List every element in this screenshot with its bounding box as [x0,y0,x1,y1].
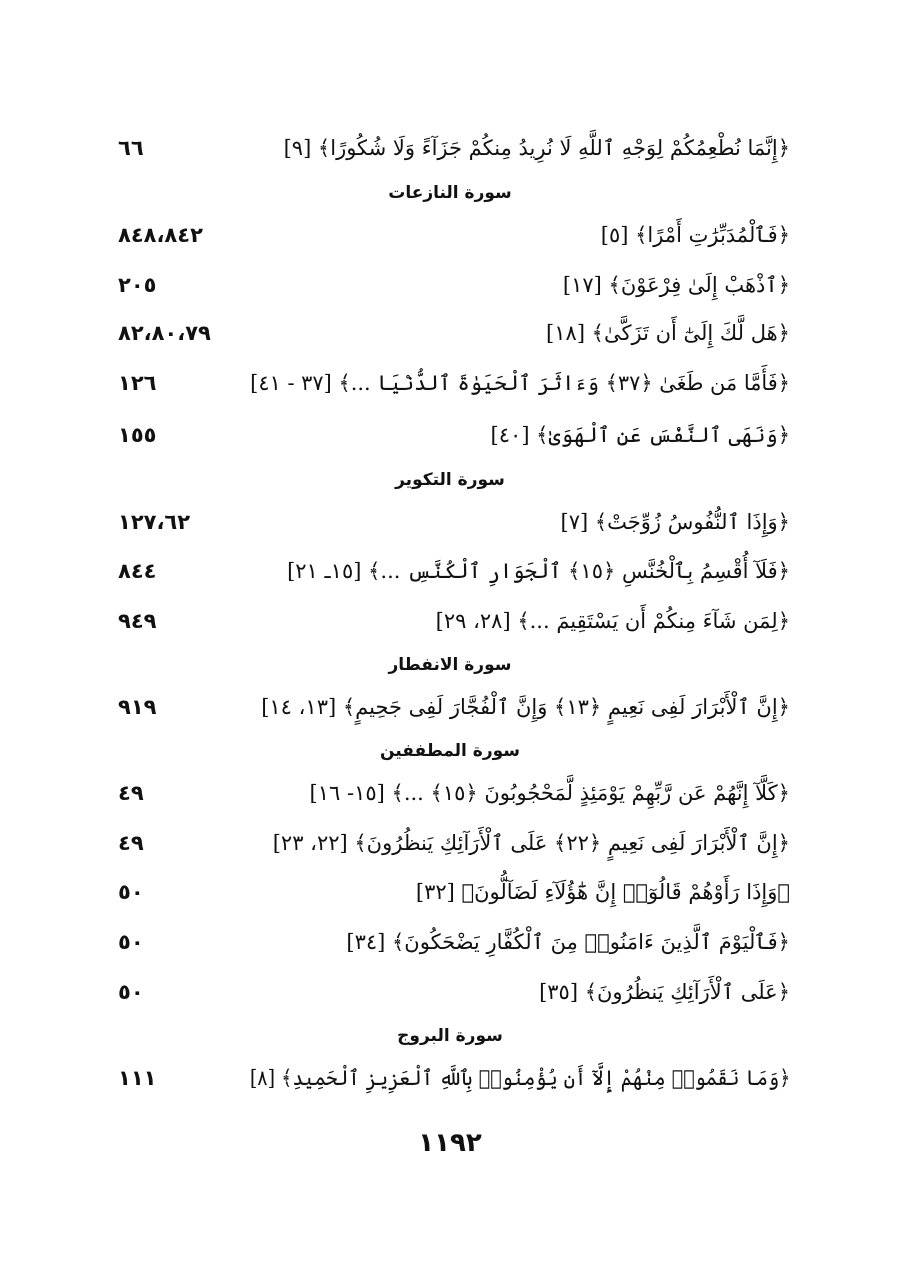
surah-heading: سورة البروج [397,1026,503,1046]
verse-row [100,778,790,818]
verse-row [100,556,790,596]
verse-text: ﴿إِنَّ ٱلْأَبْرَارَ لَفِى نَعِيمٍ ﴿١٣﴾ وَإِنَّ ٱلْفُجَّارَ لَفِى جَحِيمٍ﴾ [١٣، ١٤] [261,695,790,719]
surah-heading: سورة النازعات [388,183,512,203]
verse-row [100,606,790,646]
page-reference: ٦٦ [118,136,144,160]
verse-text: ﴿فَأَمَّا مَن طَغَىٰ ﴿٣٧﴾ وَءَاثَرَ ٱلْحَيَوٰةَ ٱلدُّنْيَا ...﴾ [٣٧ - ٤١] [250,371,790,395]
verse-row [100,877,790,917]
page-number: ١١٩٢ [418,1128,482,1158]
verse-row [100,507,790,547]
verse-text: ﴿ٱذْهَبْ إِلَىٰ فِرْعَوْنَ﴾ [١٧] [562,273,790,297]
verse-text: ﴿فَلَآ أُقْسِمُ بِٱلْخُنَّسِ ﴿١٥﴾ ٱلْجَوَارِ ٱلْكُنَّسِ ...﴾ [١٥ـ ٢١] [287,559,790,583]
verse-row [100,927,790,967]
surah-heading: سورة المطففين [380,741,520,761]
verse-row [100,977,790,1017]
page-reference: ٥٠ [118,980,144,1004]
page-reference: ٩٤٩ [118,609,157,633]
verse-text: ﴿وَإِذَا ٱلنُّفُوسُ زُوِّجَتْ﴾ [٧] [560,510,790,534]
verse-text: ﴿كَلَّآ إِنَّهُمْ عَن رَّبِّهِمْ يَوْمَئِذٍ لَّمَحْجُوبُونَ ﴿١٥﴾ ...﴾ [١٥- ١٦] [309,781,790,805]
page-reference: ٥٠ [118,880,144,904]
verse-row [100,692,790,732]
page-reference: ٥٠ [118,930,144,954]
verse-text: ﴿فَٱلْمُدَبِّرَٰتِ أَمْرًا﴾ [٥] [600,223,790,247]
page-reference: ٨٢،٨٠،٧٩ [118,321,211,345]
verse-text: ﴿عَلَى ٱلْأَرَآئِكِ يَنظُرُونَ﴾ [٣٥] [539,980,790,1004]
page-reference: ٩١٩ [118,695,157,719]
page-reference: ١١١ [118,1066,157,1090]
verse-text: ﴿وَإِذَا رَأَوْهُمْ قَالُوٓا۟ إِنَّ هَٰٓؤُلَآءِ لَضَآلُّونَ﴾ [٣٢] [415,880,790,904]
verse-row [100,368,790,408]
surah-heading: سورة الانفطار [388,655,512,675]
verse-row [100,270,790,310]
page-reference: ٤٩ [118,831,144,855]
page-reference: ٤٩ [118,781,144,805]
page-reference: ١٢٧،٦٢ [118,510,191,534]
verse-text: ﴿وَمَا نَقَمُوا۟ مِنْهُمْ إِلَّآ أَن يُؤْمِنُوا۟ بِٱللَّهِ ٱلْعَزِيزِ ٱلْحَمِيدِ﴾ [٨] [249,1066,790,1090]
page-reference: ١٢٦ [118,371,157,395]
page-reference: ٢٠٥ [118,273,157,297]
verse-text: ﴿هَل لَّكَ إِلَىٰٓ أَن تَزَكَّىٰ﴾ [١٨] [546,321,790,345]
verse-row [100,420,790,460]
verse-row [100,318,790,358]
page-reference: ٨٤٨،٨٤٢ [118,223,203,247]
surah-heading: سورة التكوير [395,470,505,490]
page-reference: ٨٤٤ [118,559,157,583]
verse-row [100,1063,790,1103]
verse-text: ﴿إِنَّ ٱلْأَبْرَارَ لَفِى نَعِيمٍ ﴿٢٢﴾ عَلَى ٱلْأَرَآئِكِ يَنظُرُونَ﴾ [٢٢، ٢٣] [272,831,790,855]
page-reference: ١٥٥ [118,423,157,447]
verse-row [100,828,790,868]
verse-row [100,133,790,173]
verse-row [100,220,790,260]
verse-text: ﴿إِنَّمَا نُطْعِمُكُمْ لِوَجْهِ ٱللَّهِ لَا نُرِيدُ مِنكُمْ جَزَآءً وَلَا شُكُورًا﴾ [٩] [283,136,790,160]
verse-text: ﴿وَنَهَى ٱلنَّفْسَ عَنِ ٱلْهَوَىٰ﴾ [٤٠] [490,423,790,447]
verse-text: ﴿فَٱلْيَوْمَ ٱلَّذِينَ ءَامَنُوا۟ مِنَ ٱلْكُفَّارِ يَضْحَكُونَ﴾ [٣٤] [346,930,790,954]
verse-text: ﴿لِمَن شَآءَ مِنكُمْ أَن يَسْتَقِيمَ ...﴾ [٢٨، ٢٩] [435,609,790,633]
